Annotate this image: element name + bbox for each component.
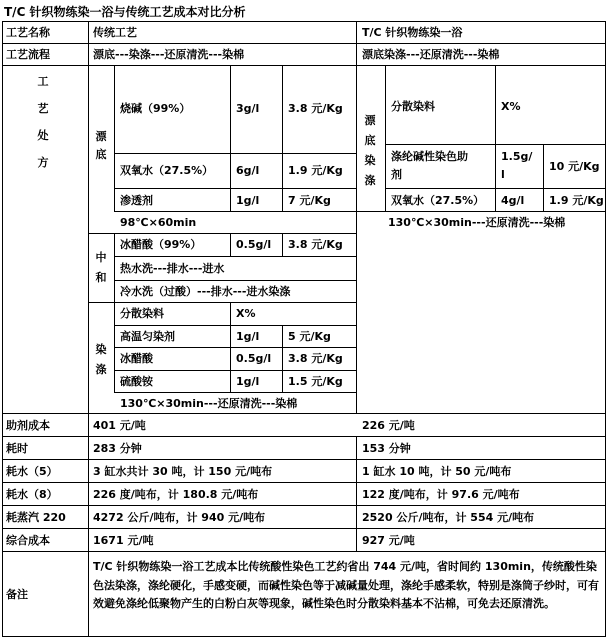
recipe-concentration: X% — [236, 307, 256, 320]
recipe-concentration: 4g/l — [501, 194, 525, 207]
grid-line — [114, 392, 356, 393]
summary-onebath: 226 元/吨 — [362, 419, 415, 432]
summary-label: 耗水（8） — [6, 488, 58, 501]
recipe-price: 10 元/Kg — [549, 160, 600, 173]
grid-line — [385, 65, 386, 211]
recipe-concentration: 1g/l — [236, 194, 260, 207]
grid-line — [2, 551, 606, 552]
onebath-condition: 130℃×30min---还原清洗---染棉 — [388, 216, 566, 229]
remarks-text: T/C 针织物练染一浴工艺成本比传统酸性染色工艺约省出 744 元/吨，省时间约 130min，传统酸性染色法染涤，涤纶硬化，手感变硬，而碱性染色等于减碱量处理，涤纶手感柔软，特别是涤筒子纱时，可有效避免涤纶低聚物产生的白粉白灰等现象，碱性染色时分散染料基本不沾棉，可免去还原清洗。 — [93, 560, 599, 610]
recipe-price: 1.5 元/Kg — [288, 375, 343, 388]
recipe-chemical: 冰醋酸（99%） — [120, 238, 202, 251]
grid-line — [88, 21, 89, 637]
recipe-price: 3.8 元/Kg — [288, 352, 343, 365]
recipe-concentration: 1.5g/ — [501, 150, 533, 163]
grid-line — [230, 65, 231, 211]
grid-line — [114, 280, 356, 281]
grid-line — [2, 65, 606, 66]
recipe-concentration: l — [501, 168, 505, 181]
grid-line — [230, 302, 231, 392]
grid-line — [88, 302, 356, 303]
bleach-section-label: 漂 底 — [95, 130, 107, 161]
summary-label: 助剂成本 — [6, 419, 50, 432]
recipe-price: 3.8 元/Kg — [288, 238, 343, 251]
grid-line — [114, 370, 356, 371]
grid-line — [2, 505, 606, 506]
dye-condition: 130℃×30min---还原清洗---染棉 — [120, 397, 298, 410]
recipe-chemical: 涤纶碱性染色助 — [391, 150, 468, 163]
grid-line — [88, 233, 356, 234]
dye-section-label: 染 涤 — [95, 343, 107, 376]
summary-onebath: 122 度/吨布，计 97.6 元/吨布 — [362, 488, 520, 501]
recipe-concentration: 1g/l — [236, 375, 260, 388]
summary-onebath: 927 元/吨 — [362, 534, 415, 547]
summary-onebath: 2520 公斤/吨布，计 554 元/吨布 — [362, 511, 535, 524]
grid-line — [114, 256, 356, 257]
col-flow-header: 工艺流程 — [6, 48, 50, 61]
summary-traditional: 4272 公斤/吨布，计 940 元/吨布 — [93, 511, 266, 524]
grid-line — [114, 325, 356, 326]
grid-line — [114, 153, 356, 154]
grid-line — [543, 144, 544, 211]
recipe-concentration: 6g/l — [236, 164, 260, 177]
recipe-price: 3.8 元/Kg — [288, 102, 343, 115]
col-name-header: 工艺名称 — [6, 26, 50, 39]
grid-line — [230, 233, 231, 256]
grid-line — [114, 211, 356, 212]
grid-line — [2, 482, 606, 483]
recipe-price: 1.9 元/Kg — [549, 194, 604, 207]
summary-label: 耗时 — [6, 442, 28, 455]
summary-traditional: 3 缸水共计 30 吨，计 150 元/吨布 — [93, 465, 273, 478]
grid-line — [114, 233, 115, 392]
summary-traditional: 401 元/吨 — [93, 419, 146, 432]
wash-step: 热水洗---排水---进水 — [120, 262, 225, 275]
traditional-header: 传统工艺 — [93, 26, 137, 39]
recipe-chemical: 双氧水（27.5%） — [120, 164, 214, 177]
traditional-flow: 漂底---染涤---还原清洗---染棉 — [93, 48, 245, 61]
recipe-chemical: 烧碱（99%） — [120, 102, 191, 115]
grid-line — [2, 436, 606, 437]
summary-onebath: 153 分钟 — [362, 442, 411, 455]
grid-line — [2, 636, 606, 637]
wash-step: 冷水洗（过酸）---排水---进水染涤 — [120, 285, 291, 298]
onebath-header: T/C 针织物练染一浴 — [362, 26, 463, 39]
summary-traditional: 283 分钟 — [93, 442, 142, 455]
recipe-chemical: 分散染料 — [120, 307, 164, 320]
summary-onebath: 1 缸水 10 吨，计 50 元/吨布 — [362, 465, 512, 478]
recipe-chemical: 双氧水（27.5%） — [391, 194, 485, 207]
grid-line — [356, 21, 357, 414]
summary-traditional: 1671 元/吨 — [93, 534, 154, 547]
recipe-chemical: 冰醋酸 — [120, 352, 153, 365]
grid-line — [282, 325, 283, 392]
onebath-flow: 漂底染涤---还原清洗---染棉 — [362, 48, 500, 61]
grid-line — [2, 413, 606, 414]
recipe-concentration: 1g/l — [236, 330, 260, 343]
grid-line — [2, 21, 606, 22]
recipe-chemical: 渗透剂 — [120, 194, 153, 207]
summary-label: 耗水（5） — [6, 465, 58, 478]
recipe-concentration: 3g/l — [236, 102, 260, 115]
grid-line — [2, 528, 606, 529]
summary-label: 耗蒸汽 220 — [6, 511, 66, 524]
grid-line — [114, 188, 356, 189]
grid-line — [2, 459, 606, 460]
recipe-price: 7 元/Kg — [288, 194, 331, 207]
grid-line — [495, 65, 496, 211]
recipe-label: 工 艺 处 方 — [37, 75, 49, 169]
grid-line — [356, 436, 357, 552]
recipe-chemical: 高温匀染剂 — [120, 330, 175, 343]
recipe-concentration: X% — [501, 100, 521, 113]
summary-label: 综合成本 — [6, 534, 50, 547]
bleach-condition: 98℃×60min — [120, 216, 197, 229]
remarks-label: 备注 — [6, 588, 28, 601]
grid-line — [2, 21, 3, 637]
onebath-section-label: 漂 底 染 涤 — [364, 114, 376, 187]
recipe-price: 1.9 元/Kg — [288, 164, 343, 177]
recipe-concentration: 0.5g/l — [236, 352, 272, 365]
grid-line — [282, 233, 283, 256]
page-title: T/C 针织物练染一浴与传统工艺成本对比分析 — [4, 5, 246, 19]
grid-line — [282, 65, 283, 211]
recipe-chemical: 剂 — [391, 168, 402, 181]
grid-line — [2, 43, 606, 44]
grid-line — [356, 211, 606, 212]
recipe-price: 5 元/Kg — [288, 330, 331, 343]
neutralize-section-label: 中 和 — [95, 251, 107, 284]
recipe-concentration: 0.5g/l — [236, 238, 272, 251]
grid-line — [605, 21, 606, 637]
grid-line — [114, 347, 356, 348]
recipe-chemical: 硫酸铵 — [120, 375, 153, 388]
recipe-chemical: 分散染料 — [391, 100, 435, 113]
grid-line — [114, 65, 115, 211]
summary-traditional: 226 度/吨布，计 180.8 元/吨布 — [93, 488, 259, 501]
